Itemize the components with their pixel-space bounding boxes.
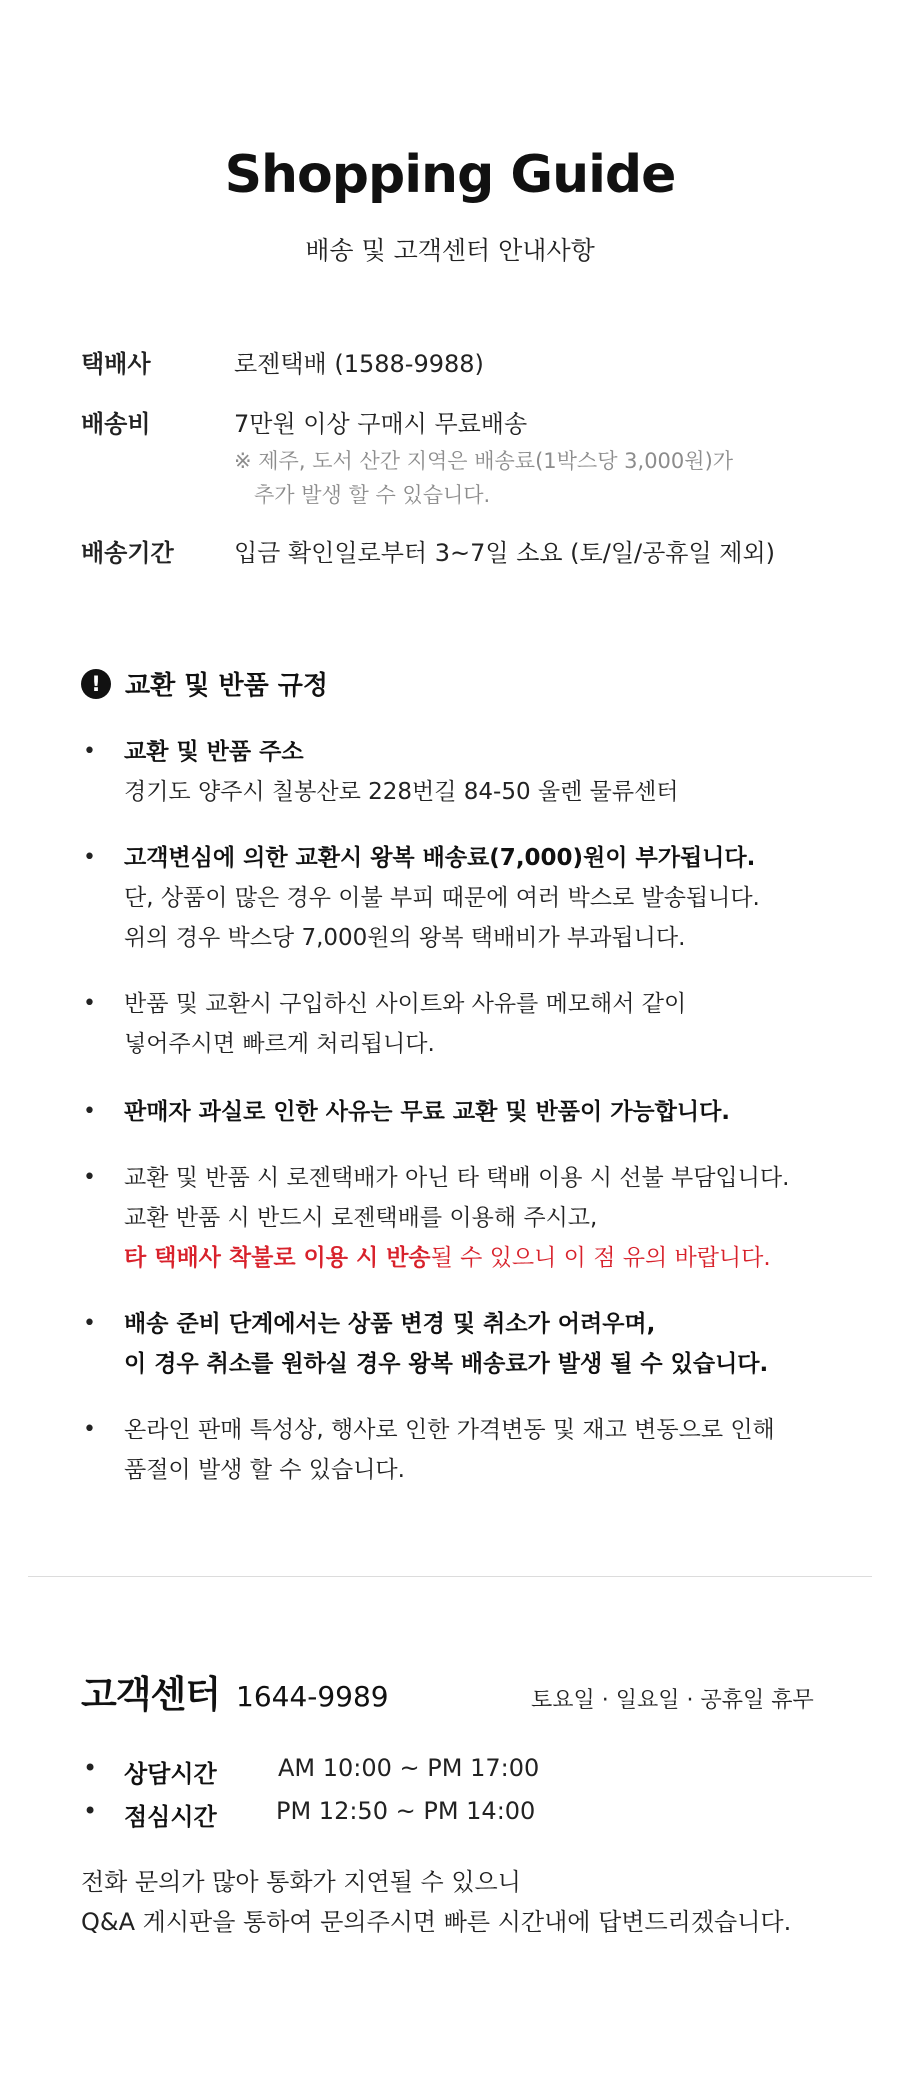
info-label: 배송비 (81, 410, 151, 438)
bullet: • (83, 991, 96, 1016)
rule-text: 넣어주시면 빠르게 처리됩니다. (124, 1031, 435, 1057)
bullet: • (83, 739, 96, 764)
section-title: 교환 및 반품 규정 (125, 671, 328, 701)
note-line: Q&A 게시판을 통하여 문의주시면 빠른 시간내에 답변드리겠습니다. (81, 1908, 792, 1936)
bullet: • (83, 1754, 98, 1782)
bullet: • (83, 1797, 98, 1825)
page-title: Shopping Guide (224, 145, 676, 205)
rule-warning (124, 1238, 844, 1278)
hours-label: 상담시간 (124, 1760, 217, 1788)
customer-center-holiday: 토요일 · 일요일 · 공휴일 휴무 (531, 1688, 814, 1713)
hours-label: 점심시간 (124, 1803, 217, 1831)
rule-text: 경기도 양주시 칠봉산로 228번길 84-50 울렌 물류센터 (124, 779, 679, 805)
hours-value: AM 10:00 ~ PM 17:00 (278, 1754, 540, 1782)
rule-text: 교환 및 반품 시 로젠택배가 아닌 타 택배 이용 시 선불 부담입니다. (124, 1165, 790, 1191)
exchange-section-header (81, 665, 328, 702)
bullet: • (83, 845, 96, 870)
info-note: 추가 발생 할 수 있습니다. (254, 483, 491, 507)
rule-text: 이 경우 취소를 원하실 경우 왕복 배송료가 발생 될 수 있습니다. (124, 1351, 769, 1377)
bullet: • (83, 1417, 96, 1442)
page-subtitle: 배송 및 고객센터 안내사항 (305, 236, 595, 265)
info-value: 입금 확인일로부터 3~7일 소요 (토/일/공휴일 제외) (234, 539, 776, 567)
section-divider (28, 1576, 872, 1577)
info-label: 택배사 (81, 350, 151, 378)
customer-center-title: 고객센터 (81, 1673, 220, 1716)
info-label: 배송기간 (81, 539, 174, 567)
bullet: • (83, 1165, 96, 1190)
bullet: • (83, 1311, 96, 1336)
hours-value: PM 12:50 ~ PM 14:00 (276, 1797, 536, 1825)
customer-center-note (81, 1862, 791, 1942)
rule-text: 배송 준비 단계에서는 상품 변경 및 취소가 어려우며, (124, 1311, 656, 1337)
rule-text: 고객변심에 의한 교환시 왕복 배송료(7,000)원이 부가됩니다. (124, 845, 756, 871)
alert-icon: ! (81, 669, 111, 699)
rule-text: 교환 반품 시 반드시 로젠택배를 이용해 주시고, (124, 1205, 598, 1231)
rule-text: 위의 경우 박스당 7,000원의 왕복 택배비가 부과됩니다. (124, 925, 686, 951)
rule-warning-bold: 타 택배사 착불로 이용 시 반송 (124, 1245, 431, 1271)
customer-center-phone: 1644-9989 (236, 1680, 389, 1713)
info-note: ※ 제주, 도서 산간 지역은 배송료(1박스당 3,000원)가 (234, 449, 734, 473)
info-value: 7만원 이상 구매시 무료배송 (234, 410, 528, 438)
note-line: 전화 문의가 많아 통화가 지연될 수 있으니 (81, 1868, 521, 1896)
rule-text: 품절이 발생 할 수 있습니다. (124, 1457, 405, 1483)
bullet: • (83, 1099, 96, 1124)
rule-text: 온라인 판매 특성상, 행사로 인한 가격변동 및 재고 변동으로 인해 (124, 1417, 775, 1443)
rule-text: 교환 및 반품 주소 (124, 739, 304, 765)
rule-text: 단, 상품이 많은 경우 이불 부피 때문에 여러 박스로 발송됩니다. (124, 885, 760, 911)
rule-warning-text: 될 수 있으니 이 점 유의 바랍니다. (430, 1245, 771, 1271)
rule-text: 판매자 과실로 인한 사유는 무료 교환 및 반품이 가능합니다. (124, 1099, 731, 1125)
info-value: 로젠택배 (1588-9988) (234, 350, 484, 378)
rule-text: 반품 및 교환시 구입하신 사이트와 사유를 메모해서 같이 (124, 991, 687, 1017)
